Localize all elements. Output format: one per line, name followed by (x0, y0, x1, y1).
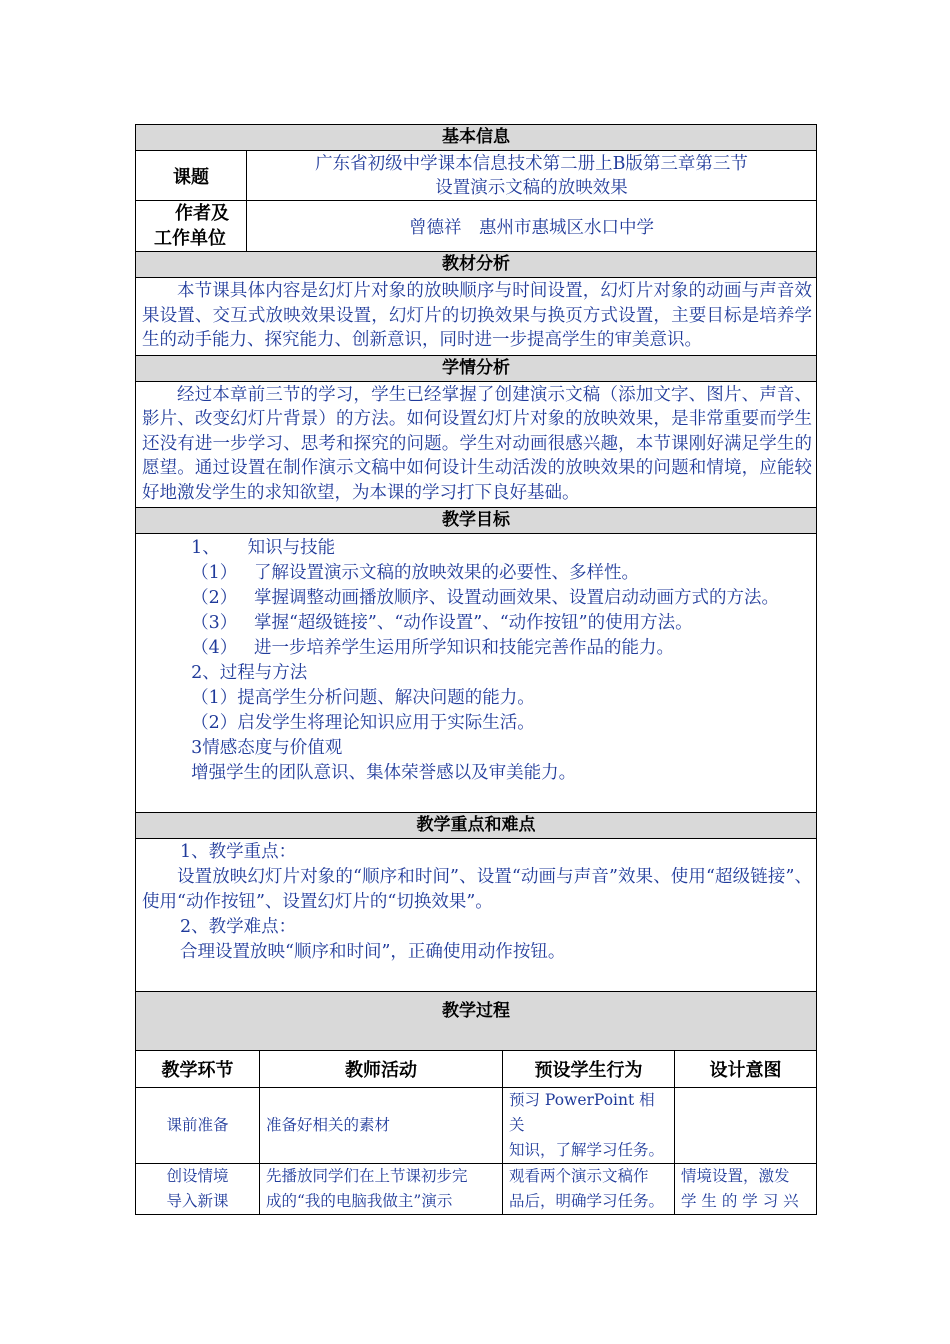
row2-intent-line1: 情境设置，激发 (681, 1167, 790, 1185)
row1-student-line1: 预习 PowerPoint 相关 (509, 1091, 655, 1134)
difficulty-heading: 2、教学难点： (180, 917, 297, 937)
row1-student-line2: 知识，了解学习任务。 (509, 1141, 665, 1159)
col-intent: 设计意图 (675, 1051, 817, 1088)
row1-teacher: 准备好相关的素材 (260, 1088, 503, 1164)
row1-intent (675, 1088, 817, 1164)
key-points-header: 教学重点和难点 (136, 813, 817, 839)
key-points-body (136, 839, 817, 992)
objective-line: （2） 掌握调整动画播放顺序、设置动画效果、设置启动动画方式的方法。 (180, 588, 779, 608)
row2-stage-line1: 创设情境 (166, 1167, 229, 1185)
row1-stage: 课前准备 (136, 1088, 260, 1164)
key-point-text: 设置放映幻灯片对象的“顺序和时间”、设置“动画与声音”效果、使用“超级链接”、使用“动作按钮”、设置幻灯片的“切换效果”。 (142, 867, 813, 912)
row2-stage-line2: 导入新课 (166, 1192, 229, 1210)
objective-line: 1、 知识与技能 (180, 538, 336, 558)
row2-student (503, 1164, 675, 1215)
objective-line: （1） 了解设置演示文稿的放映效果的必要性、多样性。 (180, 563, 639, 583)
objective-line: 2、过程与方法 (180, 663, 308, 683)
basic-info-header: 基本信息 (136, 125, 817, 151)
row2-student-line1: 观看两个演示文稿作 (509, 1167, 649, 1185)
objective-line: （3） 掌握“超级链接”、“动作设置”、“动作按钮”的使用方法。 (180, 613, 693, 633)
author-label (136, 201, 247, 252)
row1-student (503, 1088, 675, 1164)
key-point-heading: 1、教学重点： (180, 842, 297, 862)
table-row (136, 1164, 817, 1215)
row2-teacher (260, 1164, 503, 1215)
topic-value-line2: 设置演示文稿的放映效果 (435, 177, 628, 198)
material-analysis-text: 本节课具体内容是幻灯片对象的放映顺序与时间设置，幻灯片对象的动画与声音效果设置、交互式放映效果设置，幻灯片的切换效果与换页方式设置，主要目标是培养学生的动手能力、探究能力、创新意识，同时进一步提高学生的审美意识。 (136, 278, 817, 356)
difficulty-text: 合理设置放映“顺序和时间”，正确使用动作按钮。 (180, 942, 566, 962)
objective-line: 3情感态度与价值观 (180, 738, 343, 758)
col-stage: 教学环节 (136, 1051, 260, 1088)
objectives-header: 教学目标 (136, 508, 817, 534)
row2-intent-line2: 学 生 的 学 习 兴 (681, 1192, 799, 1210)
material-analysis-header: 教材分析 (136, 252, 817, 278)
author-label-line1: 作者及 (175, 203, 229, 224)
row2-stage (136, 1164, 260, 1215)
lesson-plan-table (135, 124, 817, 1215)
author-value: 曾德祥 惠州市惠城区水口中学 (247, 201, 817, 252)
row2-student-line2: 品后，明确学习任务。 (509, 1192, 665, 1210)
topic-label: 课题 (136, 151, 247, 201)
lesson-plan-document (135, 124, 816, 1215)
table-row (136, 1088, 817, 1164)
row2-intent (675, 1164, 817, 1215)
col-student: 预设学生行为 (503, 1051, 675, 1088)
student-analysis-text: 经过本章前三节的学习，学生已经掌握了创建演示文稿（添加文字、图片、声音、影片、改变幻灯片背景）的方法。如何设置幻灯片对象的放映效果，是非常重要而学生还没有进一步学习、思考和探究的问题。学生对动画很感兴趣，本节课刚好满足学生的愿望。通过设置在制作演示文稿中如何设计生动活泼的放映效果的问题和情境，应能较好地激发学生的求知欲望，为本课的学习打下良好基础。 (136, 381, 817, 508)
topic-value-line1: 广东省初级中学课本信息技术第二册上B版第三章第三节 (315, 153, 748, 174)
topic-value (247, 151, 817, 201)
objective-line: 增强学生的团队意识、集体荣誉感以及审美能力。 (180, 763, 577, 783)
author-label-line2: 工作单位 (154, 228, 226, 249)
row2-teacher-line2: 成的“我的电脑我做主”演示 (266, 1192, 453, 1210)
col-teacher: 教师活动 (260, 1051, 503, 1088)
process-header: 教学过程 (136, 992, 817, 1051)
objective-line: （2）启发学生将理论知识应用于实际生活。 (180, 713, 535, 733)
objectives-body (136, 534, 817, 813)
objective-line: （1）提高学生分析问题、解决问题的能力。 (180, 688, 535, 708)
objective-line: （4） 进一步培养学生运用所学知识和技能完善作品的能力。 (180, 638, 674, 658)
row2-teacher-line1: 先播放同学们在上节课初步完 (266, 1167, 468, 1185)
student-analysis-header: 学情分析 (136, 355, 817, 381)
